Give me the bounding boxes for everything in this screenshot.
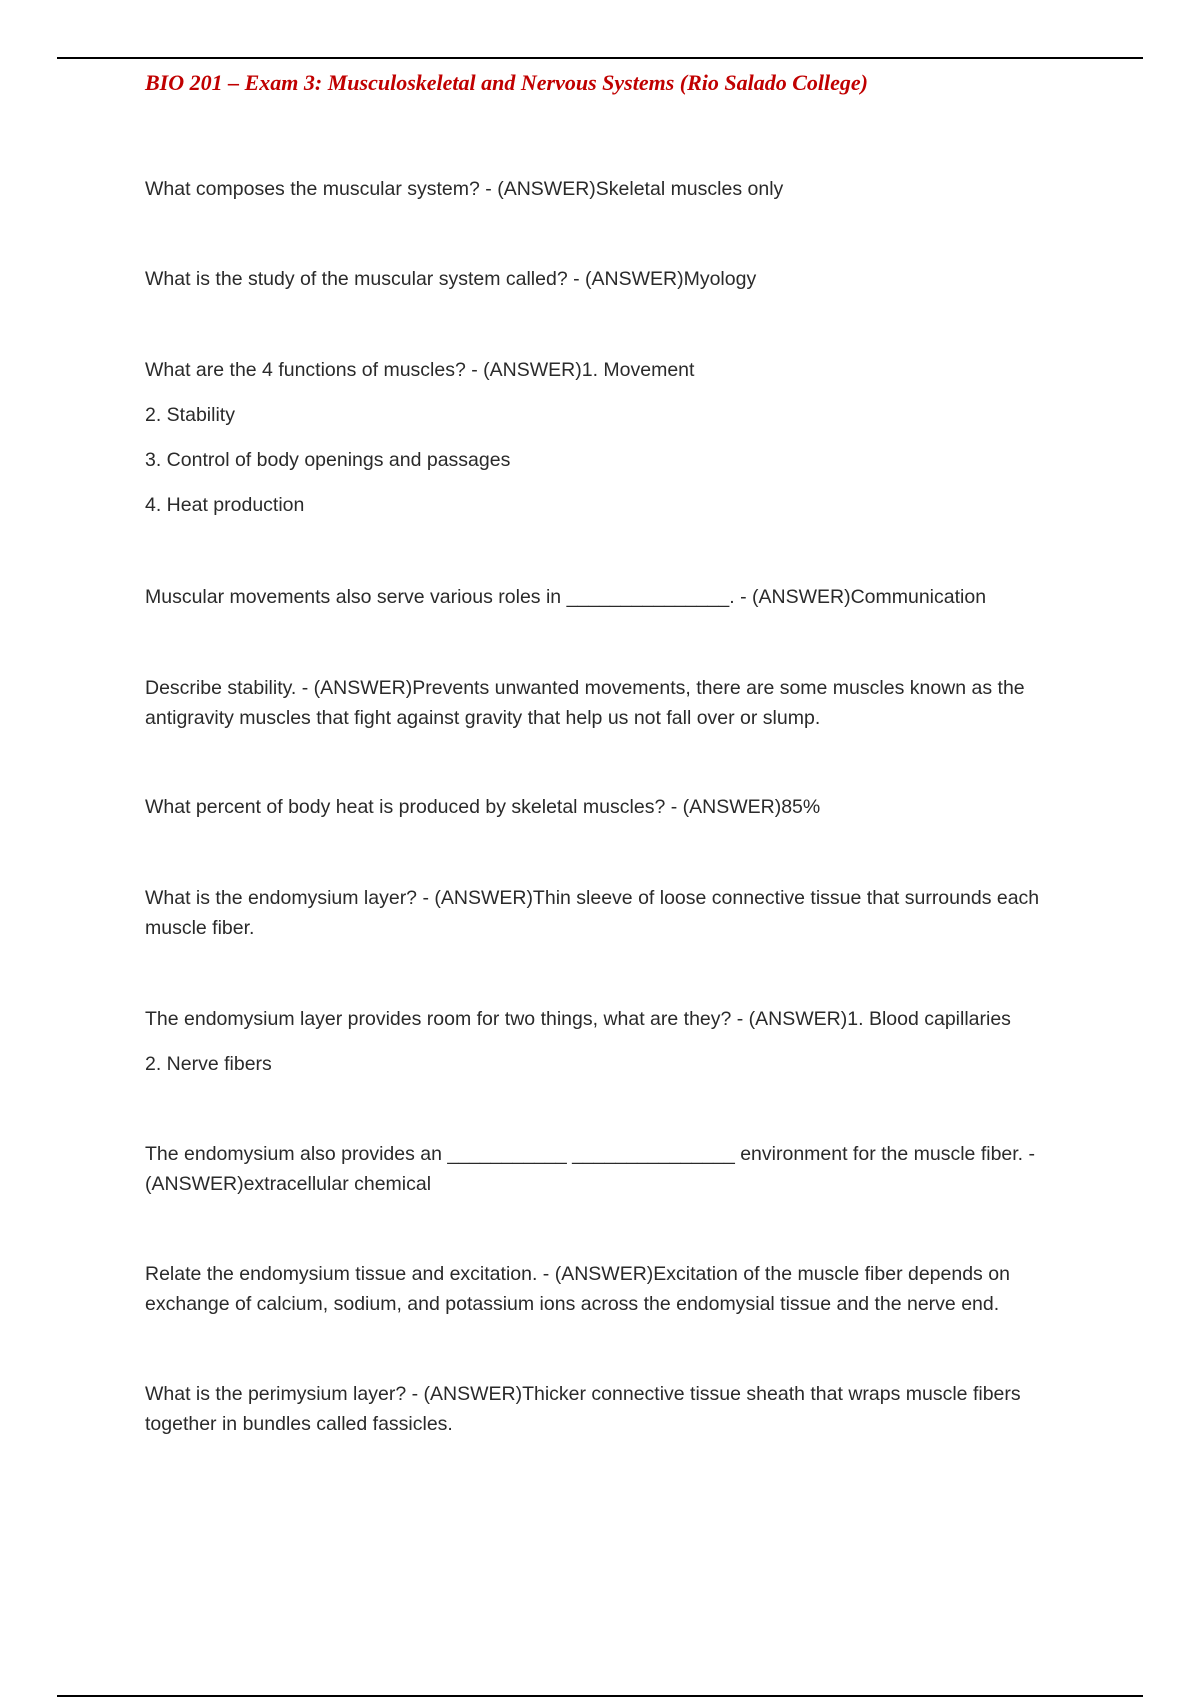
qa-text: Muscular movements also serve various roles in _______________. - (ANSWER)Communication [145,586,987,608]
qa-text: Relate the endomysium tissue and excitation. - (ANSWER)Excitation of the muscle fiber depends on exchange of calcium, sodium, and potassium ions across the endomysial tissue and the nerve end. [145,1263,1010,1315]
qa-item-8 [145,1004,1075,1079]
qa-item-5 [145,673,1075,733]
qa-text: What is the endomysium layer? - (ANSWER)Thin sleeve of loose connective tissue that surrounds each muscle fiber. [145,887,1040,939]
qa-item-1 [145,174,1075,204]
qa-item-4 [145,582,1075,612]
qa-item-10 [145,1259,1075,1319]
top-rule [57,57,1143,59]
qa-text: What is the perimysium layer? - (ANSWER)Thicker connective tissue sheath that wraps muscle fibers together in bundles called fassicles. [145,1383,1021,1435]
qa-text: What is the study of the muscular system called? - (ANSWER)Myology [145,268,757,290]
qa-text: What are the 4 functions of muscles? - (ANSWER)1. Movement [145,359,695,381]
qa-text: The endomysium layer provides room for two things, what are they? - (ANSWER)1. Blood capillaries [145,1008,1011,1030]
qa-item-3 [145,355,1075,520]
qa-item-6 [145,792,1075,822]
qa-item-2 [145,264,1075,294]
document-title: BIO 201 – Exam 3: Musculoskeletal and Nervous Systems (Rio Salado College) [145,70,868,95]
qa-item-7 [145,883,1075,943]
qa-text: Describe stability. - (ANSWER)Prevents unwanted movements, there are some muscles known as the antigravity muscles that fight against gravity that help us not fall over or slump. [145,677,1025,729]
qa-text: What composes the muscular system? - (ANSWER)Skeletal muscles only [145,178,784,200]
qa-text: The endomysium also provides an ___________ _______________ environment for the muscle fiber. - (ANSWER)extracellular chemical [145,1143,1036,1195]
qa-list-line: 2. Nerve fibers [145,1053,272,1075]
qa-item-9 [145,1139,1075,1199]
qa-list-line: 4. Heat production [145,494,305,516]
qa-item-11 [145,1379,1075,1439]
qa-list-line: 3. Control of body openings and passages [145,449,511,471]
bottom-rule [57,1695,1143,1697]
qa-text: What percent of body heat is produced by skeletal muscles? - (ANSWER)85% [145,796,821,818]
qa-list-line: 2. Stability [145,404,235,426]
